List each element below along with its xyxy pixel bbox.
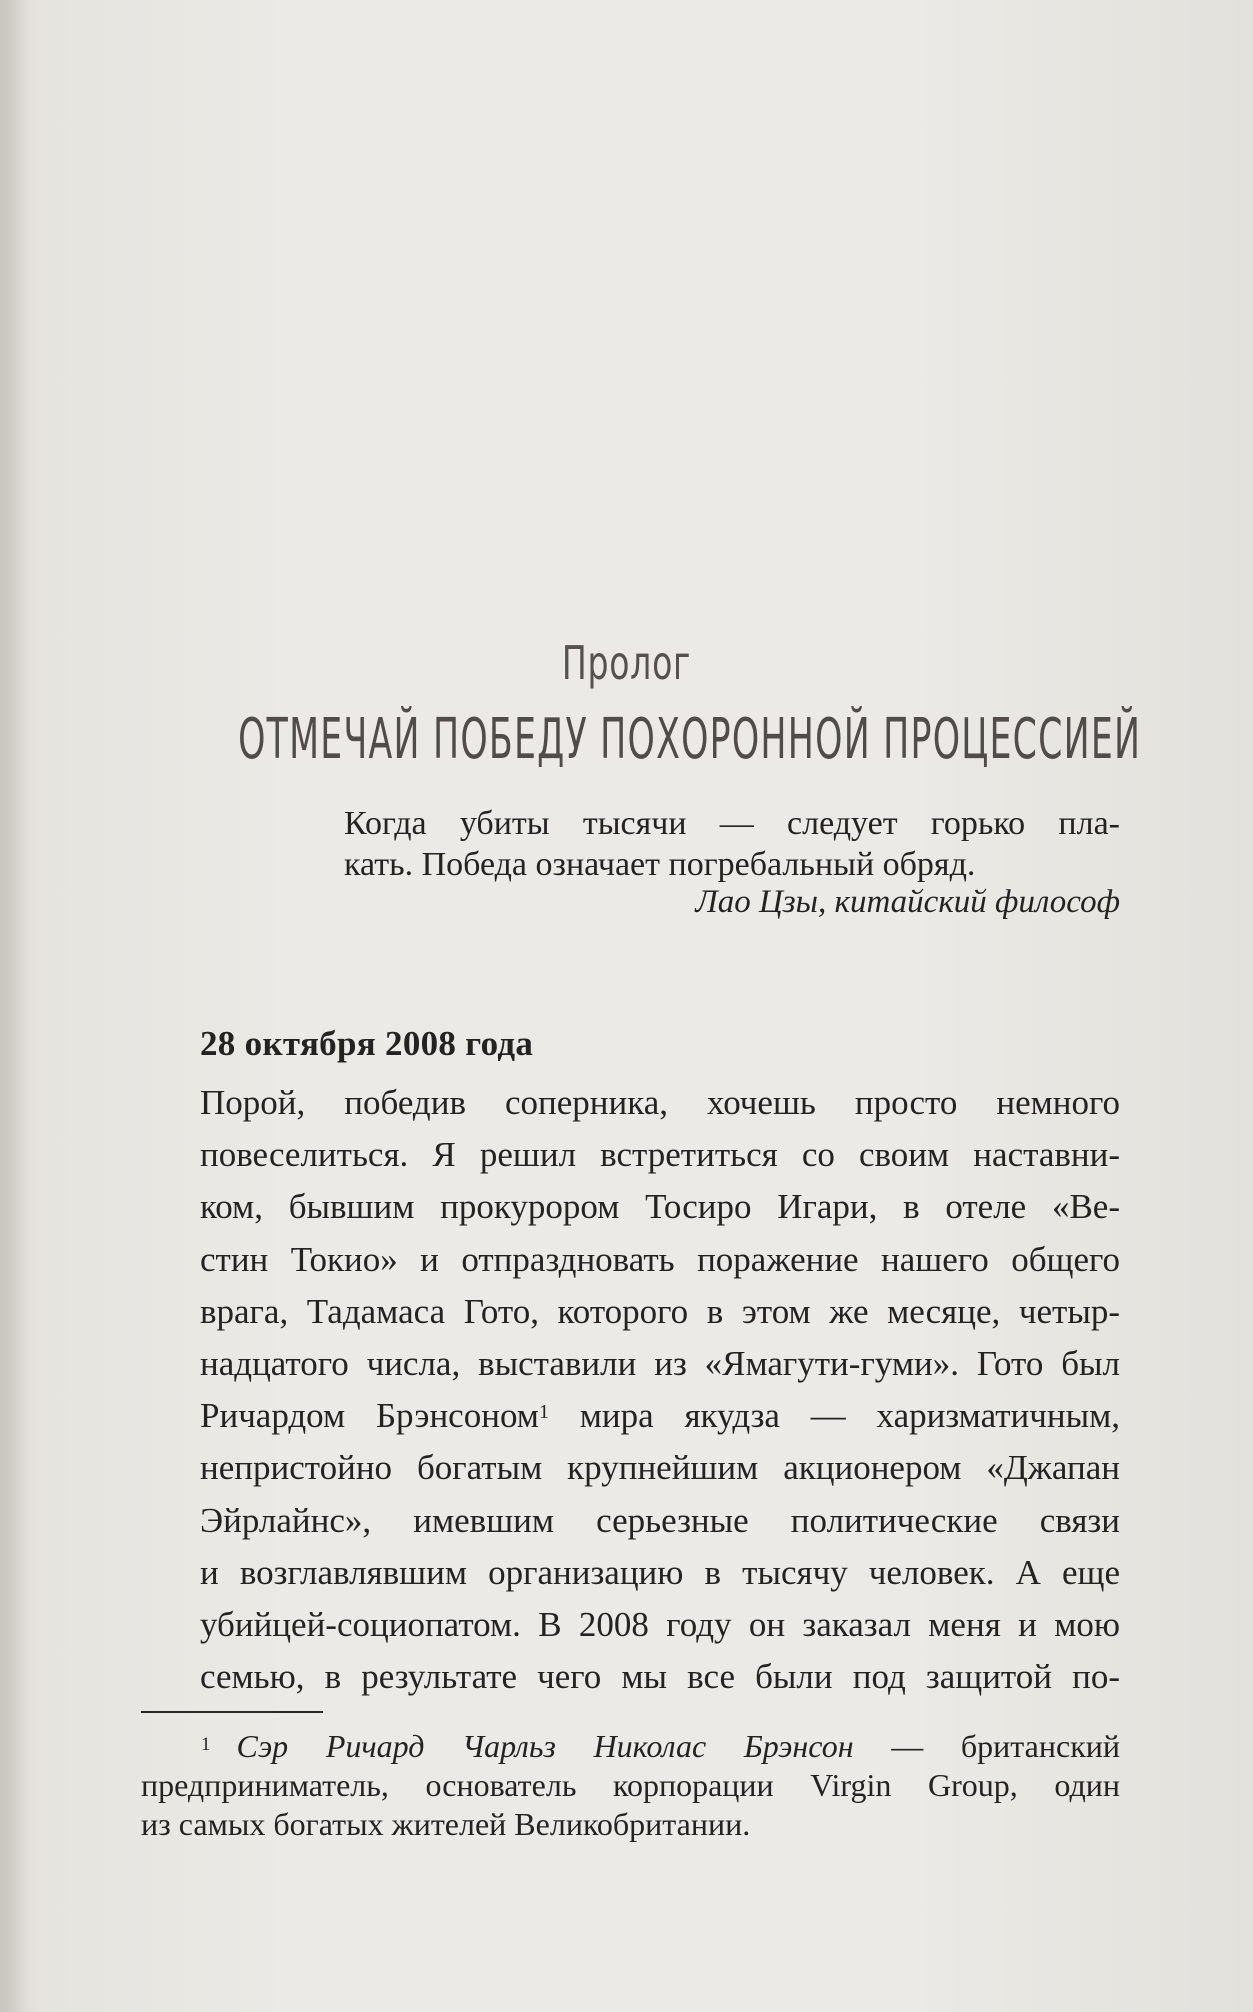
epigraph-line: Когда убиты тысячи — следует горько пла-: [344, 805, 1120, 842]
body-line: ком, бывшим прокурором Тосиро Игари, в отеле «Ве-: [200, 1187, 1120, 1227]
body-line: стин Токио» и отпраздновать поражение нашего общего: [200, 1239, 1120, 1279]
body-line: Эйрлайнс», имевшим серьезные политические связи: [200, 1500, 1120, 1540]
footnote: [141, 1727, 1120, 1844]
body-line-end: мира якудза — харизматичным,: [548, 1396, 1120, 1436]
footnote-marker: 1: [201, 1734, 211, 1755]
prologue-label: Пролог: [561, 636, 692, 690]
body-line: надцатого числа, выставили из «Ямагути-гуми». Гото был: [200, 1343, 1120, 1383]
body-line: и возглавлявшим организацию в тысячу человек. А еще: [200, 1552, 1120, 1592]
date-heading: 28 октября 2008 года: [200, 1024, 534, 1063]
footnote-divider: [141, 1711, 323, 1713]
footnote-line: предприниматель, основатель корпорации Virgin Group, один: [141, 1767, 1120, 1803]
body-line: врага, Тадамаса Гото, которого в этом же месяце, четыр-: [200, 1291, 1120, 1331]
body-line: семью, в результате чего мы все были под защитой по-: [200, 1657, 1120, 1697]
epigraph-attribution: Лао Цзы, китайский философ: [695, 884, 1120, 920]
footnote-line: [141, 1727, 1120, 1766]
footnote-line: из самых богатых жителей Великобритании.: [141, 1806, 751, 1842]
epigraph: [344, 803, 1120, 885]
footnote-name: Сэр Ричард Чарльз Николас Брэнсон: [236, 1728, 854, 1764]
page-gutter-shadow: [0, 0, 26, 2012]
body-line: повеселиться. Я решил встретиться со своим наставни-: [200, 1135, 1120, 1175]
body-line: Порой, победив соперника, хочешь просто немного: [200, 1083, 1120, 1122]
footnote-line1-rest: — британский: [853, 1728, 1120, 1764]
body-line: убийцей-социопатом. В 2008 году он заказал меня и мою: [200, 1604, 1120, 1644]
footnote-reference[interactable]: 1: [538, 1401, 549, 1424]
epigraph-line: кать. Победа означает погребальный обряд.: [344, 846, 976, 883]
body-line-start: Ричардом Брэнсоном: [200, 1396, 539, 1436]
chapter-title: ОТМЕЧАЙ ПОБЕДУ ПОХОРОННОЙ ПРОЦЕССИЕЙ: [238, 707, 1142, 772]
body-line: непристойно богатым крупнейшим акционером «Джапан: [200, 1448, 1120, 1488]
body-line-with-footnote: [200, 1390, 1120, 1442]
body-text: [200, 1077, 1120, 1703]
